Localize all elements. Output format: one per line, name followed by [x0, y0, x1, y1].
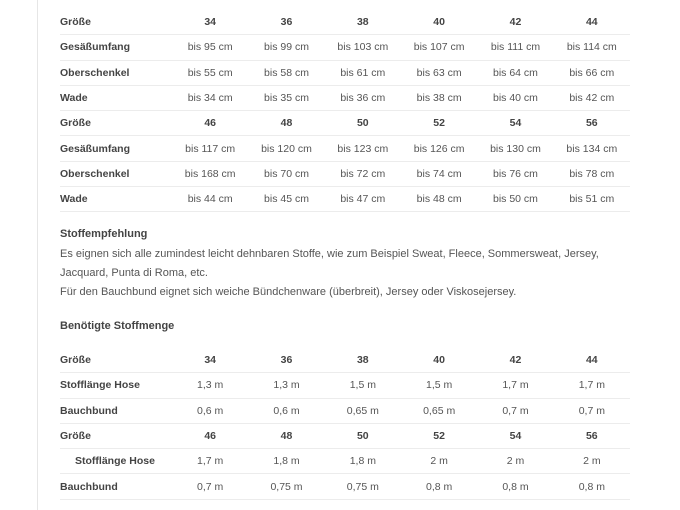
table-cell: 52 — [401, 423, 477, 448]
row-label: Größe — [60, 423, 172, 448]
size-table — [60, 10, 630, 212]
table-cell: 0,75 m — [248, 474, 324, 499]
table-cell: bis 74 cm — [401, 161, 477, 186]
table-row — [60, 161, 630, 186]
amount-title: Benötigte Stoffmenge — [60, 320, 175, 332]
table-cell: bis 95 cm — [172, 35, 248, 60]
table-cell: 42 — [477, 10, 553, 35]
table-cell: bis 134 cm — [554, 136, 630, 161]
table-cell: 42 — [477, 348, 553, 373]
table-cell: 1,7 m — [554, 373, 630, 398]
table-cell: 0,6 m — [172, 398, 248, 423]
table-cell: bis 120 cm — [248, 136, 324, 161]
table-cell: 56 — [554, 111, 630, 136]
table-cell: 36 — [248, 10, 324, 35]
table-cell: bis 103 cm — [325, 35, 401, 60]
fabric-text-line-2: Jacquard, Punta di Roma, etc. — [60, 267, 208, 279]
table-cell: bis 47 cm — [325, 187, 401, 212]
table-cell: 40 — [401, 348, 477, 373]
table-cell: 1,8 m — [325, 449, 401, 474]
table-row — [60, 398, 630, 423]
table-cell: bis 36 cm — [325, 85, 401, 110]
table-cell: bis 50 cm — [477, 187, 553, 212]
table-cell: 44 — [554, 348, 630, 373]
table-cell: 40 — [401, 10, 477, 35]
table-cell: bis 61 cm — [325, 60, 401, 85]
table-cell: 0,65 m — [401, 398, 477, 423]
table-cell: bis 55 cm — [172, 60, 248, 85]
table-cell: bis 51 cm — [554, 187, 630, 212]
table-cell: 46 — [172, 111, 248, 136]
table-cell: 48 — [248, 111, 324, 136]
table-cell: bis 42 cm — [554, 85, 630, 110]
row-label: Gesäßumfang — [60, 35, 172, 60]
table-cell: bis 45 cm — [248, 187, 324, 212]
table-cell: 38 — [325, 10, 401, 35]
fabric-text-line-1: Es eignen sich alle zumindest leicht dehnbaren Stoffe, wie zum Beispiel Sweat, Fleece, Sommersweat, Jersey, — [60, 248, 599, 260]
table-cell: bis 111 cm — [477, 35, 553, 60]
table-cell: 1,7 m — [172, 449, 248, 474]
table-row — [60, 449, 630, 474]
row-label: Wade — [60, 85, 172, 110]
table-cell: 0,65 m — [325, 398, 401, 423]
table-row — [60, 373, 630, 398]
table-row — [60, 136, 630, 161]
table-cell: bis 48 cm — [401, 187, 477, 212]
row-label: Oberschenkel — [60, 161, 172, 186]
table-cell: 0,7 m — [554, 398, 630, 423]
fabric-text-line-3: Für den Bauchbund eignet sich weiche Bündchenware (überbreit), Jersey oder Viskosejersey. — [60, 286, 517, 298]
row-label: Größe — [60, 348, 172, 373]
table-cell: bis 78 cm — [554, 161, 630, 186]
table-cell: bis 99 cm — [248, 35, 324, 60]
table-cell: bis 114 cm — [554, 35, 630, 60]
table-cell: bis 70 cm — [248, 161, 324, 186]
table-cell: 0,6 m — [248, 398, 324, 423]
table-cell: bis 130 cm — [477, 136, 553, 161]
table-cell: 1,8 m — [248, 449, 324, 474]
table-cell: 48 — [248, 423, 324, 448]
table-header-row — [60, 10, 630, 35]
table-cell: 1,5 m — [401, 373, 477, 398]
table-cell: 36 — [248, 348, 324, 373]
table-row — [60, 474, 630, 499]
table-cell: 54 — [477, 111, 553, 136]
table-cell: bis 34 cm — [172, 85, 248, 110]
table-cell: 0,7 m — [477, 398, 553, 423]
table-cell: 1,7 m — [477, 373, 553, 398]
table-cell: 52 — [401, 111, 477, 136]
amount-table — [60, 348, 630, 500]
table-cell: 50 — [325, 423, 401, 448]
row-label: Bauchbund — [60, 474, 172, 499]
table-cell: bis 40 cm — [477, 85, 553, 110]
row-label: Größe — [60, 10, 172, 35]
table-cell: 2 m — [401, 449, 477, 474]
content-left-border — [37, 0, 38, 510]
table-cell: 0,75 m — [325, 474, 401, 499]
table-cell: 1,3 m — [172, 373, 248, 398]
table-cell: 1,5 m — [325, 373, 401, 398]
table-cell: 2 m — [554, 449, 630, 474]
table-header-row — [60, 111, 630, 136]
table-cell: bis 117 cm — [172, 136, 248, 161]
row-label: Gesäßumfang — [60, 136, 172, 161]
table-cell: 0,8 m — [477, 474, 553, 499]
table-cell: 46 — [172, 423, 248, 448]
amount-table-body — [60, 348, 630, 499]
table-cell: 2 m — [477, 449, 553, 474]
table-cell: bis 66 cm — [554, 60, 630, 85]
table-header-row — [60, 423, 630, 448]
table-cell: 0,8 m — [401, 474, 477, 499]
row-label: Oberschenkel — [60, 60, 172, 85]
row-label: Größe — [60, 111, 172, 136]
fabric-recommendation — [60, 228, 599, 302]
table-cell: bis 126 cm — [401, 136, 477, 161]
table-cell: 34 — [172, 10, 248, 35]
table-row — [60, 60, 630, 85]
table-cell: bis 35 cm — [248, 85, 324, 110]
fabric-title: Stoffempfehlung — [60, 228, 148, 240]
row-label: Stofflänge Hose — [60, 449, 172, 474]
row-label: Wade — [60, 187, 172, 212]
table-cell: bis 168 cm — [172, 161, 248, 186]
table-cell: 44 — [554, 10, 630, 35]
table-cell: 54 — [477, 423, 553, 448]
table-cell: 0,7 m — [172, 474, 248, 499]
table-cell: bis 58 cm — [248, 60, 324, 85]
table-cell: 0,8 m — [554, 474, 630, 499]
table-cell: 56 — [554, 423, 630, 448]
table-cell: 38 — [325, 348, 401, 373]
table-cell: 50 — [325, 111, 401, 136]
table-cell: 34 — [172, 348, 248, 373]
table-row — [60, 187, 630, 212]
table-cell: bis 76 cm — [477, 161, 553, 186]
table-cell: bis 123 cm — [325, 136, 401, 161]
table-row — [60, 85, 630, 110]
table-cell: bis 63 cm — [401, 60, 477, 85]
table-cell: bis 72 cm — [325, 161, 401, 186]
row-label: Stofflänge Hose — [60, 373, 172, 398]
size-table-body — [60, 10, 630, 212]
table-cell: bis 64 cm — [477, 60, 553, 85]
table-cell: bis 44 cm — [172, 187, 248, 212]
table-row — [60, 35, 630, 60]
table-cell: bis 38 cm — [401, 85, 477, 110]
table-header-row — [60, 348, 630, 373]
row-label: Bauchbund — [60, 398, 172, 423]
table-cell: 1,3 m — [248, 373, 324, 398]
table-cell: bis 107 cm — [401, 35, 477, 60]
